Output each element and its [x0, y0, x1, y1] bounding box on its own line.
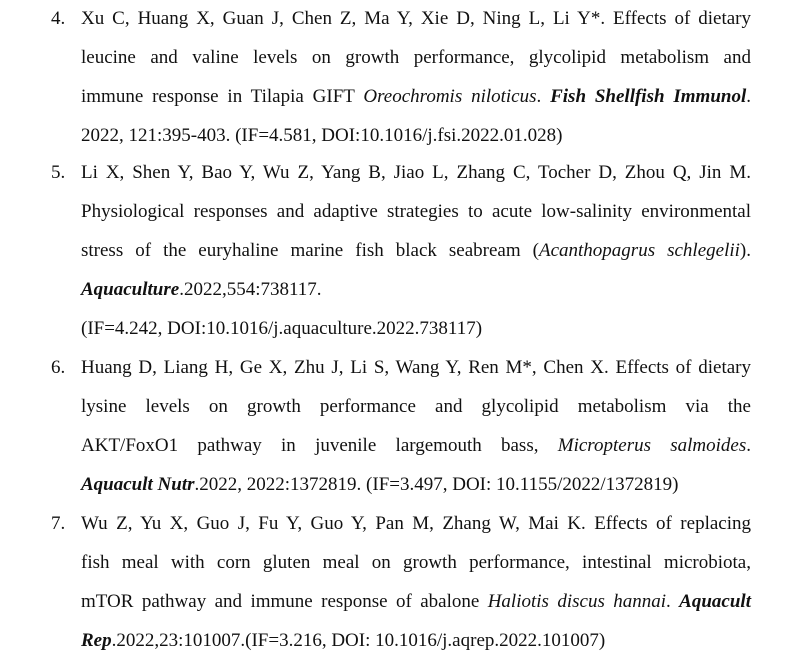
citation-details: 2022, 121:395-403. (IF=4.581, DOI:10.1016/j.fsi.2022.01.028): [81, 125, 563, 146]
reference-line: [81, 465, 751, 504]
reference-line: [81, 116, 751, 155]
reference-title-text: Physiological responses and adaptive strategies to acute low-salinity environmental: [81, 201, 751, 222]
reference-number: 6.: [51, 357, 66, 378]
citation-details: (IF=4.242, DOI:10.1016/j.aquaculture.2022.738117): [81, 318, 483, 339]
journal-name: Rep: [81, 630, 112, 651]
punctuation: .: [746, 86, 751, 107]
journal-name: Aquaculture: [81, 279, 180, 300]
reference-line: [81, 504, 751, 543]
reference-line: [81, 153, 751, 192]
species-name: Acanthopagrus schlegelii: [538, 240, 740, 261]
reference-text: [81, 504, 751, 660]
journal-name: Aquacult Nutr: [81, 474, 195, 495]
reference-title-text: mTOR pathway and immune response of abalone: [81, 591, 488, 612]
reference-title-text: fish meal with corn gluten meal on growth performance, intestinal microbiota,: [81, 552, 751, 573]
reference-line: [81, 77, 751, 116]
reference-title-text: immune response in Tilapia GIFT: [81, 86, 364, 107]
citation-details: .2022,554:738117.: [179, 279, 322, 300]
reference-line: [81, 621, 751, 660]
reference-text: [81, 153, 751, 348]
punctuation: .: [746, 435, 751, 456]
punctuation: ).: [739, 240, 751, 261]
reference-text: [81, 0, 751, 155]
reference-line: [81, 0, 751, 38]
reference-authors-title: Huang D, Liang H, Ge X, Zhu J, Li S, Wang Y, Ren M*, Chen X. Effects of dietary: [81, 357, 751, 378]
citation-details: .2022, 2022:1372819. (IF=3.497, DOI: 10.1155/2022/1372819): [194, 474, 679, 495]
reference-authors: Li X, Shen Y, Bao Y, Wu Z, Yang B, Jiao L, Zhang C, Tocher D, Zhou Q, Jin M.: [81, 162, 751, 183]
punctuation: .: [536, 86, 551, 107]
reference-line: [81, 387, 751, 426]
reference-title-text: lysine levels on growth performance and glycolipid metabolism via the: [81, 396, 751, 417]
citation-details: .2022,23:101007.(IF=3.216, DOI: 10.1016/j.aqrep.2022.101007): [111, 630, 606, 651]
reference-line: [81, 426, 751, 465]
journal-name: Fish Shellfish Immunol: [550, 86, 747, 107]
reference-authors-title: Wu Z, Yu X, Guo J, Fu Y, Guo Y, Pan M, Zhang W, Mai K. Effects of replacing: [81, 513, 751, 534]
species-name: Haliotis discus hannai: [487, 591, 667, 612]
reference-text: [81, 348, 751, 504]
reference-line: [81, 38, 751, 77]
species-name: Oreochromis niloticus: [363, 86, 537, 107]
reference-authors-title: Xu C, Huang X, Guan J, Chen Z, Ma Y, Xie D, Ning L, Li Y*. Effects of dietary: [81, 8, 751, 29]
punctuation: .: [666, 591, 680, 612]
reference-line: [81, 231, 751, 270]
reference-number: 4.: [51, 8, 66, 29]
reference-number: 7.: [51, 513, 66, 534]
reference-line: [81, 543, 751, 582]
reference-line: [81, 348, 751, 387]
reference-number: 5.: [51, 162, 66, 183]
reference-title-text: stress of the euryhaline marine fish black seabream (: [81, 240, 539, 261]
reference-line: [81, 582, 751, 621]
reference-line: [81, 192, 751, 231]
reference-title-text: AKT/FoxO1 pathway in juvenile largemouth bass,: [81, 435, 558, 456]
journal-name: Aquacult: [679, 591, 751, 612]
reference-line: [81, 309, 751, 348]
reference-title-text: leucine and valine levels on growth performance, glycolipid metabolism and: [81, 47, 751, 68]
species-name: Micropterus salmoides: [557, 435, 747, 456]
reference-line: [81, 270, 751, 309]
